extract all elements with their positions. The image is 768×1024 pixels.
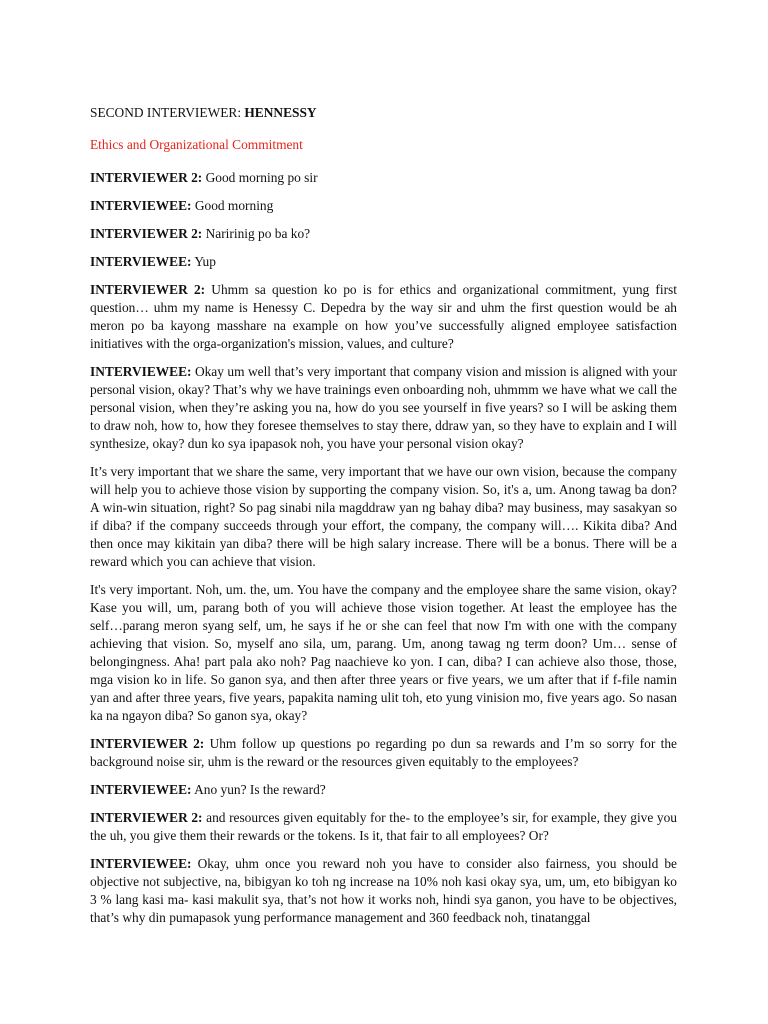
transcript-paragraph [90,781,677,799]
paragraph-text: and resources given equitably for the- to the employee’s sir, for example, they give you the uh, you give them their rewards or the tokens. Is it, that fair to all employees? Or? [90,810,677,843]
transcript-paragraph [90,855,677,927]
speaker-label: INTERVIEWEE: [90,198,192,213]
transcript-paragraph [90,253,677,271]
transcript-paragraph [90,809,677,845]
interviewer-heading [90,104,677,122]
paragraph-text: Ano yun? Is the reward? [191,782,326,797]
paragraph-text: Uhm follow up questions po regarding po dun sa rewards and I’m so sorry for the background noise sir, uhm is the reward or the resources given equitably to the employees? [90,736,677,769]
speaker-label: INTERVIEWER 2: [90,810,203,825]
paragraph-text: It’s very important that we share the same, very important that we have our own vision, because the company will help you to achieve those vision by supporting the company vision. So, it's a, um. Anong tawag ba don? A win-win situation, right? So pag sinabi nila magddraw yan ng bahay diba? may business, may sasakyan so if diba? if the company succeeds through your effort, the company, the company will…. Kikita diba? And then once may kikitain yan diba? there will be high salary increase. There will be a bonus. There will be a reward which you can achieve that vision. [90,464,677,569]
paragraph-text: Yup [191,254,216,269]
section-title: Ethics and Organizational Commitment [90,137,303,152]
paragraph-text: Okay um well that’s very important that company vision and mission is aligned with your personal vision, okay? That’s why we have trainings even onboarding noh, uhmmm we have what we call the personal vision, when they’re asking you na, how do you see yourself in five years? so I will be asking them to draw noh, how to, how they foresee themselves to stay there, ddraw yan, so they have to explain and I will synthesize, okay? dun ko sya ipapasok noh, you have your personal vision okay? [90,364,677,451]
speaker-label: INTERVIEWEE: [90,254,192,269]
transcript-paragraph [90,463,677,571]
paragraph-text: Okay, uhm once you reward noh you have to consider also fairness, you should be objective not subjective, na, bibigyan ko toh ng increase na 10% noh kasi okay sya, um, um, eto bibigyan ko 3 % lang kasi ma- kasi makulit sya, that’s not how it works noh, hindi sya ganon, you have to be objectives, that’s why din pumapasok yung performance management and 360 feedback noh, tinatanggal [90,856,677,925]
transcript-paragraph [90,225,677,243]
transcript-paragraph [90,197,677,215]
heading-prefix: SECOND INTERVIEWER: [90,105,245,120]
speaker-label: INTERVIEWER 2: [90,226,203,241]
transcript-paragraph [90,581,677,725]
paragraph-text: It's very important. Noh, um. the, um. You have the company and the employee share the same vision, okay? Kase you will, um, parang both of you will achieve those vision together. At least the employee has the self…parang meron syang self, um, he says if he or she can feel that now I'm with one with the company achieving that vision. So, myself ano sila, um, parang. Um, anong tawag ng term doon? Um… sense of belongingness. Aha! part pala ako noh? Pag naachieve ko yon. I can, diba? I can achieve also those, those, mga vision ko in life. So ganon sya, and then after three years or five years, we um after that if f-file namin yan and after three years, five years, papakita naming ulit toh, eto yung vinision mo, five years ago. So nasan ka na ngayon diba? So ganon sya, okay? [90,582,677,723]
transcript-paragraph [90,363,677,453]
heading-name: HENNESSY [244,105,317,120]
transcript-paragraph [90,735,677,771]
paragraph-text: Good morning [191,198,274,213]
transcript [90,169,677,927]
speaker-label: INTERVIEWEE: [90,364,192,379]
document-body [90,104,677,937]
speaker-label: INTERVIEWEE: [90,782,192,797]
transcript-paragraph [90,281,677,353]
speaker-label: INTERVIEWER 2: [90,170,203,185]
paragraph-text: Good morning po sir [202,170,318,185]
speaker-label: INTERVIEWER 2: [90,282,206,297]
speaker-label: INTERVIEWEE: [90,856,192,871]
transcript-paragraph [90,169,677,187]
paragraph-text: Uhmm sa question ko po is for ethics and organizational commitment, yung first question… uhm my name is Henessy C. Depedra by the way sir and uhm the first question would be ah meron po ba kayong masshare na example on how you’ve successfully aligned employee satisfaction initiatives with the orga-organization's mission, values, and culture? [90,282,677,351]
speaker-label: INTERVIEWER 2: [90,736,205,751]
paragraph-text: Naririnig po ba ko? [202,226,311,241]
